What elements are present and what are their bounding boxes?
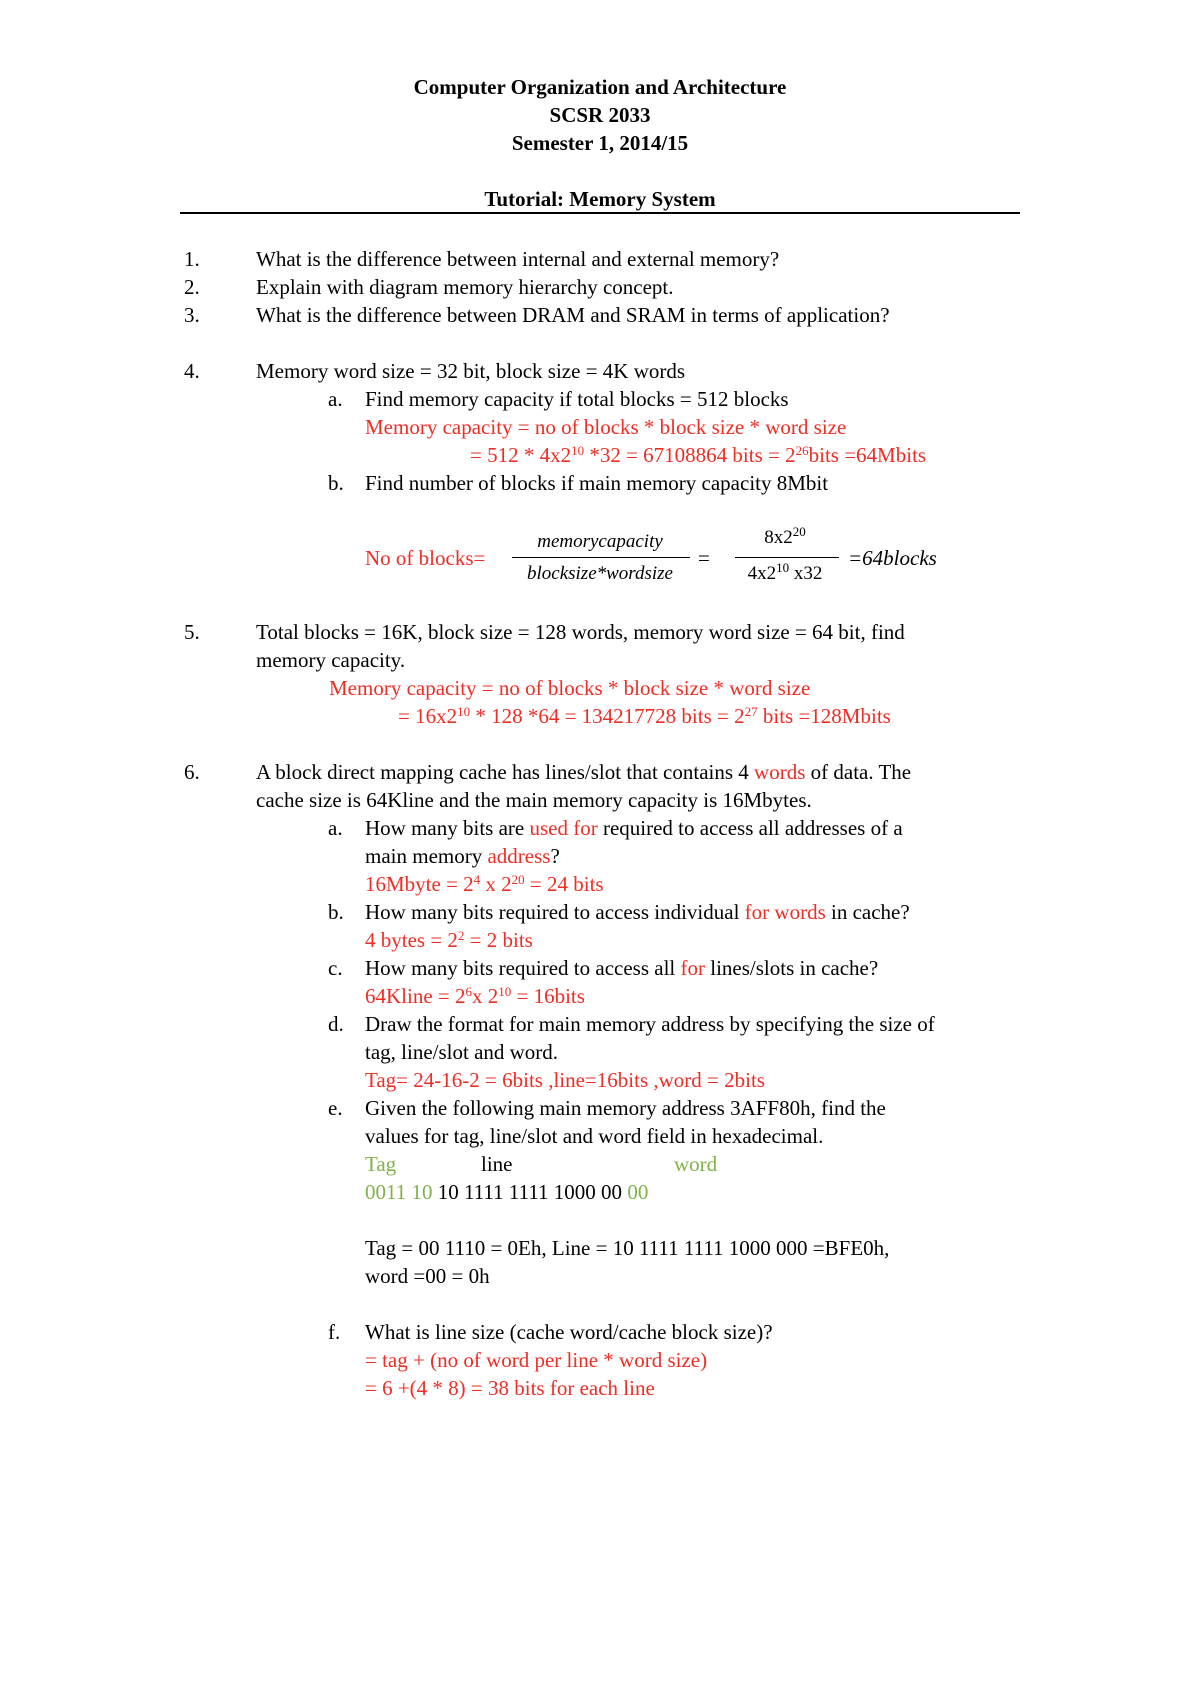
q5-text-line2: memory capacity. [256,648,406,672]
q4a-label: a. [328,387,343,411]
q6e-text-line2: values for tag, line/slot and word field in hexadecimal. [365,1124,824,1148]
q4b-fraction2-numerator: $8x2^{20}$ [764,524,806,548]
tutorial-title: Tutorial: Memory System [484,187,716,211]
q6b-text: How many bits required to access individual for words in cache? [365,900,910,924]
q6a-text-line2: main memory address? [365,844,560,868]
q4b-result: =64blocks [848,546,937,570]
q6e-label: e. [328,1096,343,1120]
course-title: Computer Organization and Architecture [413,75,787,99]
q4b-text: Find number of blocks if main memory capacity 8Mbit [365,471,829,495]
q6-text-line1: A block direct mapping cache has lines/slot that contains 4 words of data. The [256,760,912,784]
q5-number: 5. [184,620,200,644]
q6c-text: How many bits required to access all for lines/slots in cache? [365,956,879,980]
q6e-text-line1: Given the following main memory address 3AFF80h, find the [365,1096,886,1120]
q4-number: 4. [184,359,200,383]
q6f-text: What is line size (cache word/cache block size)? [365,1320,773,1344]
q6e-header-word: word [674,1152,718,1176]
q6c-label: c. [328,956,343,980]
q1-text: What is the difference between internal and external memory? [256,247,780,271]
q4a-text: Find memory capacity if total blocks = 512 blocks [365,387,789,411]
course-code: SCSR 2033 [549,103,651,127]
q4b-fraction2-denominator: $4x2^{10}$ x32 [747,560,823,584]
header-rule [180,212,1020,214]
q4b-fraction2-bar [735,557,839,558]
q6c-answer: 64Kline = $2^6x$ $2^{10}$ = 16bits [365,984,585,1008]
q4b-fraction1-denominator: blocksize*wordsize [526,563,673,584]
q5-answer-result: = $16x2^{10} * 128$ *64 = 134217728 bits = $2^{27}$ bits =128Mbits [398,704,891,728]
q4b-fraction1-numerator: memorycapacity [537,531,663,552]
q6-number: 6. [184,760,200,784]
q6e-header-tag: Tag [365,1152,397,1176]
q6f-answer-result: = 6 +(4 * 8) = 38 bits for each line [365,1376,655,1400]
q4b-label: b. [328,471,344,495]
q4b-equals: = [698,546,710,570]
q5-answer-formula: Memory capacity = no of blocks * block size * word size [329,676,811,700]
q4-text: Memory word size = 32 bit, block size = 4K words [256,359,686,383]
q3-number: 3. [184,303,200,327]
q6d-label: d. [328,1012,344,1036]
q5-text-line1: Total blocks = 16K, block size = 128 words, memory word size = 64 bit, find [256,620,905,644]
q6e-result-line1: Tag = 00 1110 = 0Eh, Line = 10 1111 1111 1000 000 =BFE0h, [365,1236,890,1260]
q4b-fraction1-bar [512,557,690,558]
q1-number: 1. [184,247,200,271]
q6-text-line2: cache size is 64Kline and the main memory capacity is 16Mbytes. [256,788,812,812]
q2-number: 2. [184,275,200,299]
q6a-answer: 16Mbyte = $2^4$ x $2^{20} = 24$ bits [365,872,604,896]
q6d-text-line2: tag, line/slot and word. [365,1040,559,1064]
q6d-answer: Tag= 24-16-2 = 6bits ,line=16bits ,word = 2bits [365,1068,765,1092]
q6f-label: f. [328,1320,341,1344]
q3-text: What is the difference between DRAM and SRAM in terms of application? [256,303,890,327]
q2-text: Explain with diagram memory hierarchy concept. [256,275,674,299]
q4a-answer-result: = $512 * 4x2^{10}$ *32 = 67108864 bits = $2^{26}bits$ =64Mbits [470,443,927,467]
q6e-result-line2: word =00 = 0h [365,1264,490,1288]
q4b-answer-label: No of blocks= [365,546,486,570]
q6b-label: b. [328,900,344,924]
q6d-text-line1: Draw the format for main memory address by specifying the size of [365,1012,935,1036]
q6e-binary-address: 0011 10 10 1111 1111 1000 00 00 [365,1180,649,1204]
semester: Semester 1, 2014/15 [511,131,689,155]
q6e-header-line: line [481,1152,513,1176]
q6a-label: a. [328,816,343,840]
q6a-text-line1: How many bits are used for required to access all addresses of a [365,816,903,840]
q4a-answer-formula: Memory capacity = no of blocks * block size * word size [365,415,847,439]
q6f-answer-formula: = tag + (no of word per line * word size) [365,1348,708,1372]
q6b-answer: 4 bytes = $2^2 = 2$ bits [365,928,533,952]
